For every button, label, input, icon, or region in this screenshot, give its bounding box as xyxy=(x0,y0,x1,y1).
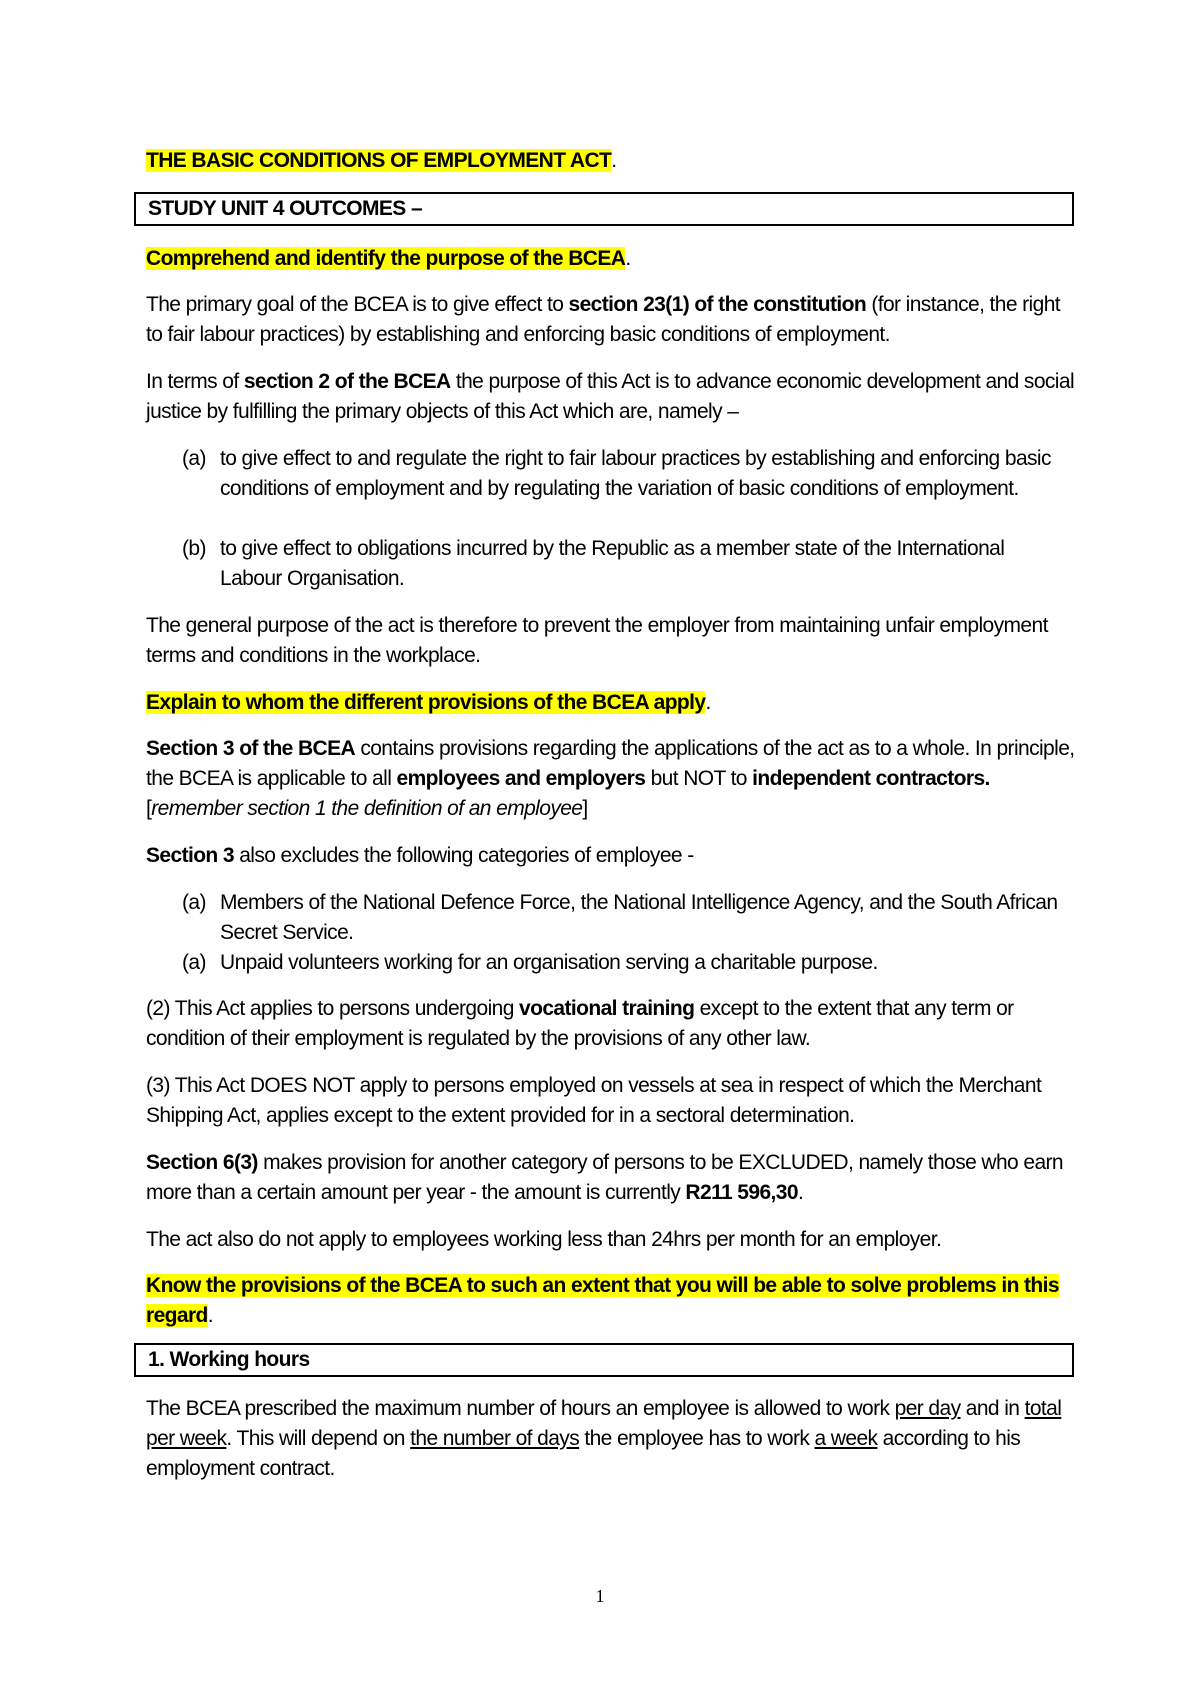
list-item: (a) to give effect to and regulate the right to fair labour practices by establishing and enforcing basic conditions of employment and by regulating the variation of basic conditions of employment. xyxy=(182,447,1051,500)
paragraph-merchant-shipping: (3) This Act DOES NOT apply to persons employed on vessels at sea in respect of which the Merchant Shipping Act, applies except to the extent provided for in a sectoral determination. xyxy=(146,1074,1042,1127)
paragraph-24hrs: The act also do not apply to employees working less than 24hrs per month for an employer. xyxy=(146,1228,942,1251)
list-item: (a) Unpaid volunteers working for an organisation serving a charitable purpose. xyxy=(182,951,878,974)
section-box-working-hours: 1. Working hours xyxy=(134,1343,1074,1377)
page-number: 1 xyxy=(595,1586,605,1606)
outcomes-box: STUDY UNIT 4 OUTCOMES – xyxy=(134,192,1074,226)
heading-provisions: Explain to whom the different provisions of the BCEA apply. xyxy=(146,691,711,714)
paragraph-section-6-3: Section 6(3) makes provision for another category of persons to be EXCLUDED, namely those who earn more than a certain amount per year - the amount is currently R211 596,30. xyxy=(146,1151,1063,1204)
paragraph-working-hours: The BCEA prescribed the maximum number of hours an employee is allowed to work per day and in total per week. This will depend on the number of days the employee has to work a week according to his employment contract. xyxy=(146,1397,1062,1480)
paragraph-general-purpose: The general purpose of the act is therefore to prevent the employer from maintaining unfair employment terms and conditions in the workplace. xyxy=(146,614,1048,667)
list-item: (b) to give effect to obligations incurred by the Republic as a member state of the International Labour Organisation. xyxy=(182,537,1005,590)
list-item: (a) Members of the National Defence Force, the National Intelligence Agency, and the South African Secret Service. xyxy=(182,891,1058,944)
paragraph-exclusions: Section 3 also excludes the following categories of employee - xyxy=(146,844,694,867)
paragraph-section-3: Section 3 of the BCEA contains provisions regarding the applications of the act as to a whole. In principle, the BCEA is applicable to all employees and employers but NOT to independent contractors. [remember section 1 the definition of an employee] xyxy=(146,737,1075,820)
title-highlight: THE BASIC CONDITIONS OF EMPLOYMENT ACT xyxy=(146,149,612,172)
paragraph-vocational-training: (2) This Act applies to persons undergoing vocational training except to the extent that any term or condition of their employment is regulated by the provisions of any other law. xyxy=(146,997,1014,1050)
paragraph-section-2: In terms of section 2 of the BCEA the purpose of this Act is to advance economic development and social justice by fulfilling the primary objects of this Act which are, namely – xyxy=(146,370,1075,423)
paragraph-primary-goal: The primary goal of the BCEA is to give effect to section 23(1) of the constitution (for instance, the right to fair labour practices) by establishing and enforcing basic conditions of employment. xyxy=(146,293,1061,346)
heading-purpose: Comprehend and identify the purpose of the BCEA. xyxy=(146,247,631,270)
document-title: THE BASIC CONDITIONS OF EMPLOYMENT ACT. xyxy=(146,149,617,172)
heading-know-provisions: Know the provisions of the BCEA to such an extent that you will be able to solve problems in this regard. xyxy=(146,1274,1059,1327)
